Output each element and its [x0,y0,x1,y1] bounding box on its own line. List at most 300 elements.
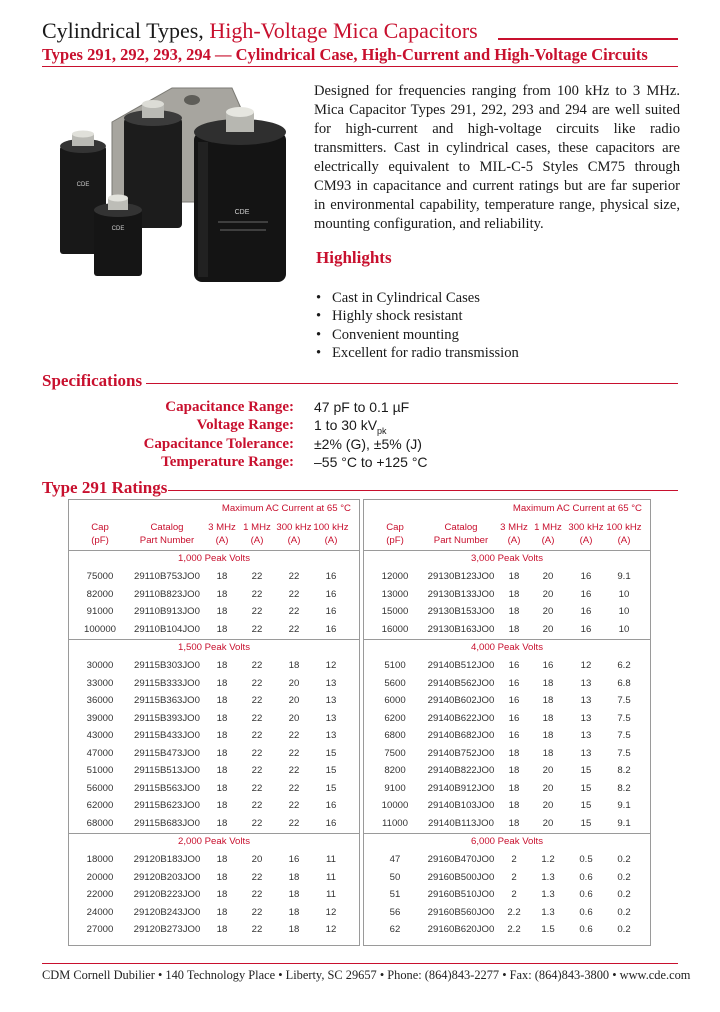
table-row [364,762,650,780]
part-number-cell: 29140B912JO0 [427,782,495,794]
cap-cell: 51 [389,889,401,900]
catalog-column-header-unit: Part Number [433,535,489,546]
catalog-column-header: Catalog [444,522,478,533]
part-number-cell: 29115B433JO0 [134,730,200,741]
current-3mhz-cell: 2 [511,889,517,900]
table-row [69,710,359,728]
part-number-cell: 29110B823JO0 [134,588,200,600]
current-3mhz-cell: 18 [508,765,520,776]
current-300khz-cell: 22 [288,782,300,794]
current-100khz-cell: 12 [325,924,337,935]
part-number-cell: 29140B562JO0 [427,677,495,689]
current-1mhz-cell: 16 [542,660,554,671]
current-300khz-cell: 16 [580,571,592,582]
part-number-cell: 29130B133JO0 [427,588,495,600]
table-row [69,921,359,939]
current-300khz-cell: 16 [580,588,592,600]
table-row [364,657,650,675]
voltage-band: 3,000 Peak Volts [470,553,543,564]
current-3mhz-cell: 18 [216,782,228,794]
spec-capacitance-range [0,399,720,419]
current-100khz-cell: 16 [325,606,337,617]
current-300khz-cell: 18 [288,871,300,883]
current-3mhz-cell: 18 [508,747,520,759]
current-300khz-cell: 0.6 [579,924,593,935]
cap-cell: 33000 [86,677,114,689]
catalog-column-header-unit: Part Number [139,535,195,546]
current-3mhz-cell: 18 [216,924,228,935]
table-row [364,904,650,922]
part-number-cell: 29115B363JO0 [134,695,200,706]
cap-cell: 56000 [86,782,114,794]
current-3mhz-cell: 18 [216,660,228,671]
current-3mhz-cell: 18 [216,730,228,741]
product-description: Designed for frequencies ranging from 100 kHz to 3 MHz. Mica Capacitor Types 291, 292, 293 and 294 are well suited for high-current and high-voltage circuits like radio transmitters. Cast in cylindrical cases, these capacitors are electrically equivalent to MIL-C-5 Styles CM75 through CM93 in capacitance and current ratings but are far superior in environmental capability, temperature range, physical size, mounting configuration, and reliability. [314,83,680,232]
cap-column-header-unit: (pF) [386,535,404,546]
current-3mhz-cell: 18 [508,606,520,617]
cap-cell: 50 [389,871,401,883]
current-100khz-cell: 10 [618,623,630,635]
current-3mhz-cell: 2 [511,871,517,883]
current-1mhz-cell: 20 [542,782,554,794]
part-number-cell: 29110B913JO0 [134,606,200,617]
current-100khz-cell: 13 [325,695,337,706]
part-number-cell: 29130B153JO0 [427,606,495,617]
part-number-cell: 29140B622JO0 [427,712,495,724]
current-3mhz-cell: 16 [508,695,520,706]
current-300khz-cell: 22 [288,730,300,741]
freq-300khz-header: 300 kHz [568,522,604,533]
current-300khz-cell: 16 [580,606,592,617]
current-100khz-cell: 0.2 [617,889,631,900]
current-3mhz-cell: 18 [508,571,520,582]
cap-cell: 24000 [86,906,114,918]
freq-100khz-header-unit: (A) [617,535,631,546]
part-number-cell: 29140B113JO0 [428,817,494,829]
current-1mhz-cell: 1.3 [541,871,555,883]
specifications-rule [146,383,678,384]
cap-cell: 68000 [86,817,114,829]
catalog-column-header: Catalog [150,522,184,533]
freq-100khz-header: 100 kHz [313,522,349,533]
voltage-band: 1,000 Peak Volts [177,553,250,564]
current-3mhz-cell: 18 [216,906,228,918]
current-3mhz-cell: 18 [216,889,228,900]
freq-3mhz-header: 3 MHz [208,522,236,533]
part-number-cell: 29115B473JO0 [134,747,200,759]
current-3mhz-cell: 18 [216,747,228,759]
cap-cell: 15000 [381,606,409,617]
highlights-heading: Highlights [316,248,392,267]
part-number-cell: 29140B752JO0 [427,747,495,759]
freq-3mhz-header-unit: (A) [507,535,521,546]
current-300khz-cell: 15 [580,765,592,776]
current-100khz-cell: 8.2 [617,765,631,776]
current-300khz-cell: 16 [580,623,592,635]
current-3mhz-cell: 18 [508,817,520,829]
table-row [69,675,359,693]
current-300khz-cell: 22 [288,747,300,759]
spec-value: –55 °C to +125 °C [314,454,428,470]
current-100khz-cell: 9.1 [617,571,631,582]
cap-cell: 20000 [86,871,114,883]
current-1mhz-cell: 1.2 [541,854,555,865]
current-3mhz-cell: 2.2 [507,924,521,935]
part-number-cell: 29120B273JO0 [133,924,201,935]
cap-cell: 100000 [83,623,116,635]
current-100khz-cell: 12 [325,660,337,671]
freq-100khz-header-unit: (A) [324,535,338,546]
current-100khz-cell: 11 [326,854,336,865]
current-300khz-cell: 13 [580,677,592,689]
current-100khz-cell: 8.2 [617,782,631,794]
current-1mhz-cell: 22 [251,817,263,829]
current-1mhz-cell: 22 [251,782,263,794]
part-number-cell: 29120B223JO0 [133,889,201,900]
photo-label-2: CDE [111,226,125,232]
current-1mhz-cell: 20 [542,571,554,582]
cap-cell: 8200 [384,765,406,776]
current-300khz-cell: 22 [288,623,300,635]
cap-cell: 12000 [381,571,409,582]
current-100khz-cell: 15 [325,747,337,759]
current-3mhz-cell: 18 [216,817,228,829]
current-1mhz-cell: 20 [542,623,554,635]
spec-value: ±2% (G), ±5% (J) [314,436,422,452]
current-3mhz-cell: 18 [508,800,520,811]
part-number-cell: 29140B602JO0 [427,695,495,706]
current-300khz-cell: 20 [288,677,300,689]
current-100khz-cell: 15 [325,782,337,794]
current-3mhz-cell: 18 [216,854,228,865]
spec-label: Voltage Range: [196,417,294,433]
part-number-cell: 29140B103JO0 [427,800,495,811]
current-1mhz-cell: 20 [542,588,554,600]
ratings-table-right [363,499,651,946]
current-100khz-cell: 13 [325,730,337,741]
current-3mhz-cell: 18 [216,800,228,811]
current-100khz-cell: 16 [325,623,337,635]
table-row [364,568,650,586]
current-100khz-cell: 7.5 [617,712,631,724]
current-1mhz-cell: 18 [542,695,554,706]
current-100khz-cell: 13 [325,677,337,689]
current-300khz-cell: 15 [580,817,592,829]
current-100khz-cell: 6.8 [617,677,631,689]
highlight-item: • Convenient mounting [316,326,519,344]
table-header [364,500,650,552]
current-1mhz-cell: 18 [542,747,554,759]
part-number-cell: 29120B183JO0 [133,854,201,865]
current-100khz-cell: 16 [325,571,337,582]
highlight-item: • Cast in Cylindrical Cases [316,289,519,307]
highlights-list [316,289,519,363]
cap-cell: 6200 [384,712,406,724]
spec-temperature-range [0,454,720,474]
cap-cell: 51000 [86,765,114,776]
freq-100khz-header: 100 kHz [606,522,642,533]
specifications-heading: Specifications [42,371,143,390]
current-1mhz-cell: 22 [251,571,263,582]
current-100khz-cell: 7.5 [617,695,631,706]
current-1mhz-cell: 22 [251,712,263,724]
current-300khz-cell: 16 [288,854,300,865]
current-3mhz-cell: 16 [508,677,520,689]
freq-1mhz-header: 1 MHz [243,522,271,533]
cap-cell: 82000 [86,588,114,600]
table-row [69,762,359,780]
cap-cell: 5600 [384,677,406,689]
current-1mhz-cell: 20 [542,765,554,776]
current-300khz-cell: 15 [580,800,592,811]
table-row [364,886,650,904]
current-3mhz-cell: 16 [508,712,520,724]
current-1mhz-cell: 22 [251,924,263,935]
current-100khz-cell: 10 [618,588,630,600]
cap-cell: 36000 [86,695,114,706]
cap-column-header: Cap [386,522,404,533]
current-300khz-cell: 13 [580,712,592,724]
current-300khz-cell: 22 [288,817,300,829]
current-1mhz-cell: 20 [251,854,263,865]
title-black: Cylindrical Types, [42,18,204,43]
table-row [364,621,650,639]
cap-cell: 27000 [86,924,114,935]
current-1mhz-cell: 22 [251,871,263,883]
current-100khz-cell: 15 [325,765,337,776]
table-row [364,869,650,887]
cap-cell: 62000 [86,800,114,811]
table-row [364,710,650,728]
cap-cell: 18000 [86,854,114,865]
table-row [69,727,359,745]
current-3mhz-cell: 18 [216,695,228,706]
voltage-band: 2,000 Peak Volts [177,836,250,847]
freq-300khz-header: 300 kHz [276,522,312,533]
table-row [364,851,650,869]
current-100khz-cell: 7.5 [617,730,631,741]
current-100khz-cell: 16 [325,817,337,829]
current-100khz-cell: 16 [325,588,337,600]
capacitor-photo [42,82,304,292]
current-300khz-cell: 20 [288,695,300,706]
subtitle-rule [42,66,678,67]
freq-1mhz-header-unit: (A) [541,535,555,546]
current-300khz-cell: 22 [288,606,300,617]
table-row [364,586,650,604]
part-number-cell: 29120B203JO0 [133,871,201,883]
part-number-cell: 29160B620JO0 [427,924,495,935]
page-subtitle: Types 291, 292, 293, 294 — Cylindrical Case, High-Current and High-Voltage Circuits [42,45,648,64]
current-300khz-cell: 0.6 [579,889,593,900]
cap-cell: 9100 [384,782,406,794]
table-row [364,921,650,939]
current-100khz-cell: 0.2 [617,854,631,865]
voltage-band: 6,000 Peak Volts [470,836,543,847]
current-300khz-cell: 18 [288,906,300,918]
current-1mhz-cell: 20 [542,800,554,811]
current-1mhz-cell: 22 [251,623,263,635]
ratings-rule [168,490,678,491]
current-1mhz-cell: 18 [542,677,554,689]
table-row [69,886,359,904]
current-100khz-cell: 12 [325,906,337,918]
current-1mhz-cell: 22 [251,660,263,671]
current-1mhz-cell: 22 [251,906,263,918]
cap-column-header-unit: (pF) [91,535,109,546]
current-1mhz-cell: 22 [251,588,263,600]
cap-cell: 47 [389,854,401,865]
current-100khz-cell: 10 [618,606,630,617]
current-1mhz-cell: 22 [251,747,263,759]
table-row [69,780,359,798]
spec-voltage-range [0,417,720,437]
current-300khz-cell: 18 [288,924,300,935]
table-row [69,745,359,763]
cap-cell: 13000 [381,588,409,600]
table-row [69,815,359,833]
current-100khz-cell: 16 [325,800,337,811]
current-1mhz-cell: 18 [542,730,554,741]
spec-value-text: 1 to 30 kV [314,417,378,433]
table-row [69,851,359,869]
spec-value [314,417,387,436]
table-row [69,657,359,675]
current-3mhz-cell: 18 [216,588,228,600]
current-100khz-cell: 9.1 [617,800,631,811]
current-1mhz-cell: 1.3 [541,889,555,900]
current-300khz-cell: 15 [580,782,592,794]
spec-label: Temperature Range: [161,454,294,470]
cap-cell: 56 [389,906,401,918]
table-row [364,692,650,710]
max-current-header: Maximum AC Current at 65 °C [221,503,351,514]
table-row [69,603,359,621]
part-number-cell: 29130B123JO0 [427,571,495,582]
current-3mhz-cell: 18 [508,588,520,600]
part-number-cell: 29115B303JO0 [134,660,200,671]
cap-cell: 43000 [86,730,114,741]
current-3mhz-cell: 16 [508,730,520,741]
footer-contact: CDM Cornell Dubilier • 140 Technology Place • Liberty, SC 29657 • Phone: (864)843-2277 • Fax: (864)843-3800 • www.cde.com [42,968,691,982]
table-row [364,797,650,815]
table-row [69,586,359,604]
highlight-item: • Highly shock resistant [316,307,519,325]
highlight-item: • Excellent for radio transmission [316,344,519,362]
current-300khz-cell: 12 [580,660,592,671]
current-1mhz-cell: 20 [542,817,554,829]
cap-cell: 16000 [381,623,409,635]
current-100khz-cell: 11 [326,871,336,883]
cap-cell: 75000 [86,571,114,582]
part-number-cell: 29115B513JO0 [134,765,200,776]
cap-cell: 62 [389,924,401,935]
cap-cell: 39000 [86,712,114,724]
current-300khz-cell: 22 [288,765,300,776]
freq-300khz-header-unit: (A) [287,535,301,546]
cap-column-header: Cap [91,522,109,533]
current-1mhz-cell: 1.5 [541,924,555,935]
current-3mhz-cell: 18 [216,677,228,689]
cap-cell: 22000 [86,889,114,900]
cap-cell: 6000 [384,695,406,706]
table-row [69,869,359,887]
cap-cell: 30000 [86,660,114,671]
part-number-cell: 29110B104JO0 [134,623,200,635]
current-1mhz-cell: 22 [251,765,263,776]
current-100khz-cell: 9.1 [617,817,631,829]
part-number-cell: 29160B500JO0 [427,871,495,883]
part-number-cell: 29115B333JO0 [134,677,200,689]
current-1mhz-cell: 20 [542,606,554,617]
footer-rule [42,963,678,964]
cap-cell: 47000 [86,747,114,759]
table-row [69,904,359,922]
ratings-table-left [68,499,360,946]
current-300khz-cell: 0.6 [579,906,593,918]
part-number-cell: 29140B682JO0 [427,730,495,741]
table-row [364,815,650,833]
current-3mhz-cell: 18 [216,606,228,617]
title-rule [498,38,678,40]
current-1mhz-cell: 18 [542,712,554,724]
current-3mhz-cell: 18 [216,871,228,883]
part-number-cell: 29115B563JO0 [134,782,200,794]
current-3mhz-cell: 2 [511,854,517,865]
part-number-cell: 29160B510JO0 [427,889,495,900]
current-3mhz-cell: 18 [508,623,520,635]
table-row [69,797,359,815]
cap-cell: 10000 [381,800,409,811]
current-300khz-cell: 22 [288,571,300,582]
current-100khz-cell: 13 [325,712,337,724]
current-1mhz-cell: 22 [251,800,263,811]
table-row [364,780,650,798]
current-300khz-cell: 22 [288,800,300,811]
voltage-band: 4,000 Peak Volts [470,642,543,653]
current-100khz-cell: 0.2 [617,906,631,918]
current-1mhz-cell: 22 [251,730,263,741]
photo-label-1: CDE [76,182,90,188]
current-3mhz-cell: 18 [216,571,228,582]
current-1mhz-cell: 22 [251,606,263,617]
spec-value-subscript: pk [377,425,387,436]
table-row [364,727,650,745]
part-number-cell: 29130B163JO0 [427,623,495,635]
current-300khz-cell: 13 [580,730,592,741]
current-3mhz-cell: 18 [216,765,228,776]
current-1mhz-cell: 22 [251,889,263,900]
freq-1mhz-header-unit: (A) [250,535,264,546]
table-row [364,745,650,763]
current-300khz-cell: 18 [288,660,300,671]
cap-cell: 6800 [384,730,406,741]
title-red: High-Voltage Mica Capacitors [209,18,478,43]
current-100khz-cell: 11 [326,889,336,900]
table-row [364,603,650,621]
current-100khz-cell: 6.2 [617,660,631,671]
current-100khz-cell: 0.2 [617,871,631,883]
part-number-cell: 29115B623JO0 [134,800,200,811]
cap-cell: 11000 [382,817,408,829]
current-100khz-cell: 0.2 [617,924,631,935]
freq-3mhz-header: 3 MHz [500,522,528,533]
part-number-cell: 29140B512JO0 [427,660,495,671]
table-row [69,621,359,639]
current-300khz-cell: 13 [580,747,592,759]
current-1mhz-cell: 1.3 [541,906,555,918]
cap-cell: 91000 [86,606,114,617]
